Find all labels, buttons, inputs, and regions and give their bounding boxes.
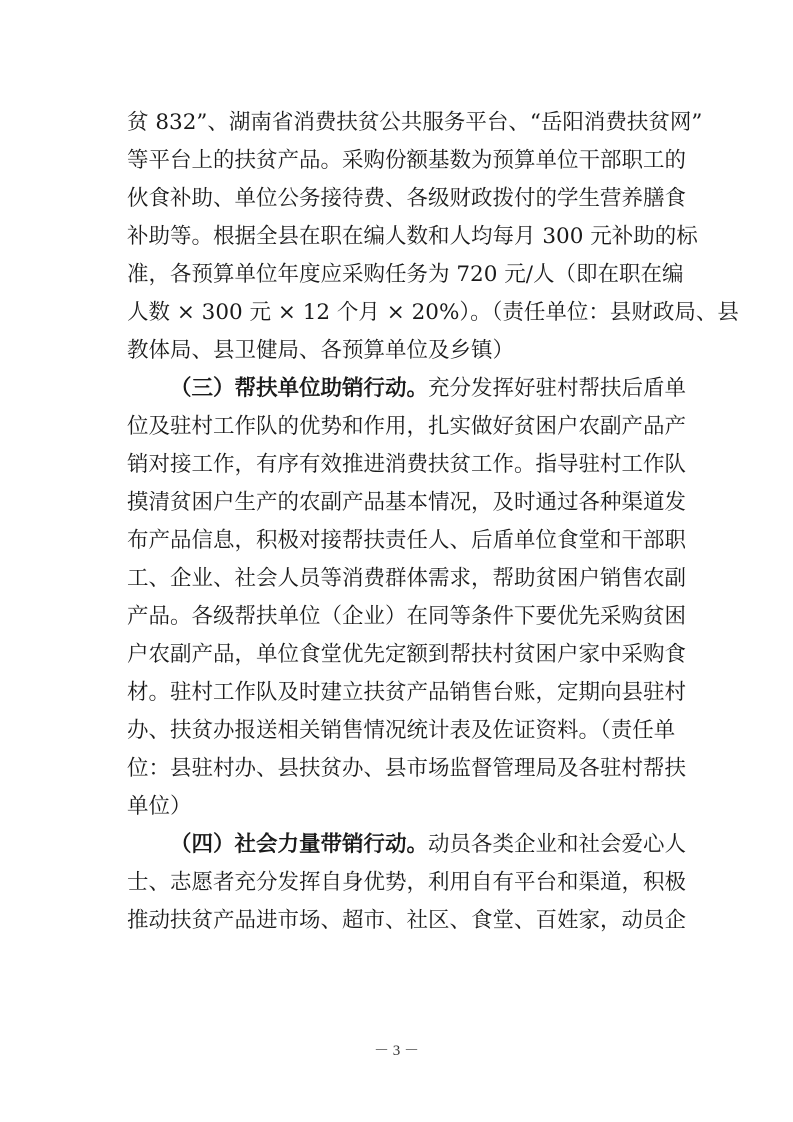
section-first-line [127,370,687,408]
text-line: 位及驻村工作队的优势和作用，扎实做好贫困户农副产品产 [127,414,687,439]
text-line: 摸清贫困户生产的农副产品基本情况，及时通过各种渠道发 [127,490,687,515]
text-line: 户农副产品，单位食堂优先定额到帮扶村贫困户家中采购食 [127,642,687,667]
text-line: 伙食补助、单位公务接待费、各级财政拨付的学生营养膳食 [127,186,687,211]
text-line: 产品。各级帮扶单位（企业）在同等条件下要优先采购贫困 [127,604,687,629]
text-line: 人数 × 300 元 × 12 个月 × 20%）。（责任单位：县财政局、县 [127,300,739,325]
section-text: 动员各类企业和社会爱心人 [428,832,687,857]
text-line: 办、扶贫办报送相关销售情况统计表及佐证资料。（责任单 [127,718,676,743]
text-line: 士、志愿者充分发挥自身优势，利用自有平台和渠道，积极 [127,870,687,895]
text-line: 等平台上的扶贫产品。采购份额基数为预算单位干部职工的 [127,148,687,173]
text-line: 材。驻村工作队及时建立扶贫产品销售台账，定期向县驻村 [127,680,687,705]
text-line: 贫 832”、湖南省消费扶贫公共服务平台、“岳阳消费扶贫网” [127,110,703,135]
text-line: 布产品信息，积极对接帮扶责任人、后盾单位食堂和干部职 [127,528,687,553]
paragraph-procurement-quota [127,104,739,370]
text-line: 教体局、县卫健局、各预算单位及乡镇） [127,338,515,363]
text-line: 销对接工作，有序有效推进消费扶贫工作。指导驻村工作队 [127,452,687,477]
text-line: 单位） [127,794,192,819]
text-line: 准，各预算单位年度应采购任务为 720 元/人（即在职在编 [127,262,684,287]
text-line: 推动扶贫产品进市场、超市、社区、食堂、百姓家，动员企 [127,908,687,933]
text-line: 位：县驻村办、县扶贫办、县市场监督管理局及各驻村帮扶 [127,756,687,781]
section-assistance-unit-sales [127,370,687,826]
document-body [127,104,739,940]
text-line: 工、企业、社会人员等消费群体需求，帮助贫困户销售农副 [127,566,687,591]
page-number: － 3 － [373,1043,419,1059]
section-heading: （三）帮扶单位助销行动。 [170,376,429,401]
section-text: 充分发挥好驻村帮扶后盾单 [428,376,687,401]
section-first-line [127,826,687,864]
section-heading: （四）社会力量带销行动。 [170,832,429,857]
section-social-force-sales [127,826,687,940]
text-line: 补助等。根据全县在职在编人数和人均每月 300 元补助的标 [127,224,698,249]
